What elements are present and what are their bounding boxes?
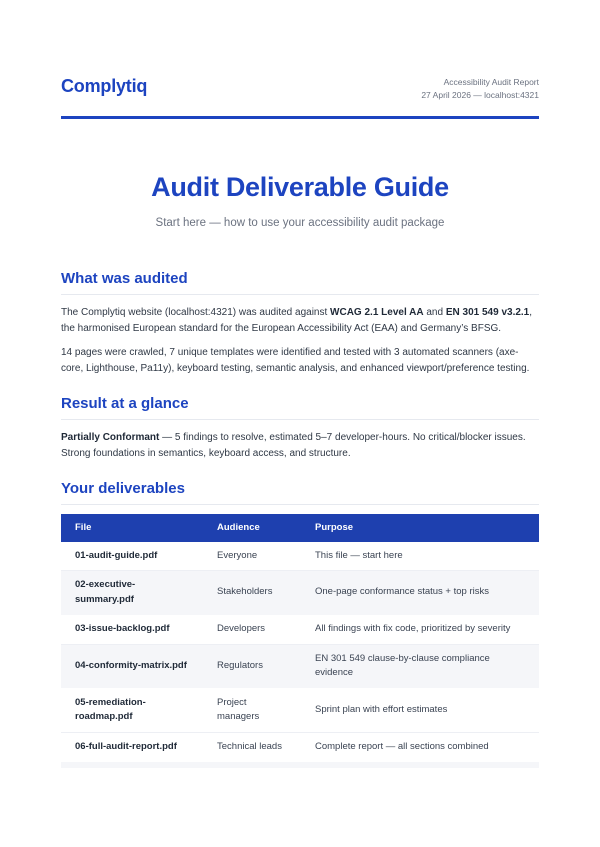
table-header-row [61, 514, 539, 542]
section-heading-result: Result at a glance [61, 394, 539, 420]
paragraph-audited-2: 14 pages were crawled, 7 unique templates were identified and tested with 3 automated scanners (axe-core, Lighthouse, Pa11y), keyboard testing, semantic analysis, and enhanced viewport/preference testing. [61, 346, 530, 374]
table-row [61, 571, 539, 615]
audience-cell: Technical leads [217, 740, 282, 752]
purpose-cell: One-page conformance status + top risks [315, 586, 489, 598]
table-row [61, 615, 539, 645]
file-cell: 03-issue-backlog.pdf [61, 615, 203, 645]
section-heading-what-was-audited: What was audited [61, 269, 539, 295]
table-row [61, 688, 539, 732]
table-row [61, 644, 539, 688]
file-cell: 06-full-audit-report.pdf [75, 740, 177, 752]
audience-cell: Project managers [203, 688, 301, 732]
column-header-audience: Audience [203, 514, 301, 542]
file-cell: 05-remediation-roadmap.pdf [61, 688, 203, 732]
table-body [61, 542, 539, 762]
page-subtitle: Start here — how to use your accessibility audit package [155, 216, 445, 229]
purpose-cell: All findings with fix code, prioritized by severity [301, 615, 539, 645]
file-cell: 01-audit-guide.pdf [61, 542, 203, 571]
header-meta [421, 74, 539, 102]
purpose-cell: EN 301 549 clause-by-clause compliance evidence [315, 652, 490, 678]
file-cell: 04-conformity-matrix.pdf [75, 659, 187, 671]
brand-logo-text: Complytiq [61, 76, 148, 96]
audience-cell: Everyone [203, 542, 301, 571]
audience-cell: Regulators [217, 659, 263, 671]
header-divider-rule [61, 116, 539, 119]
report-type-label: Accessibility Audit Report [443, 77, 539, 87]
column-header-purpose: Purpose [301, 514, 539, 542]
table-row [61, 732, 539, 762]
purpose-cell: Complete report — all sections combined [315, 740, 489, 752]
purpose-cell: This file — start here [301, 542, 539, 571]
purpose-cell: Sprint plan with effort estimates [301, 688, 539, 732]
paragraph-result: Partially Conformant — 5 findings to resolve, estimated 5–7 developer-hours. No critical/blocker issues. Strong foundations in semantics, keyboard access, and structure. [61, 431, 526, 459]
page-title: Audit Deliverable Guide [151, 171, 449, 202]
table-row [61, 542, 539, 571]
document-header [61, 74, 539, 102]
paragraph-audited-1: The Complytiq website (localhost:4321) was audited against WCAG 2.1 Level AA and EN 301 549 v3.2.1, the harmonised European standard for the European Accessibility Act (EAA) and Germany’s BFSG. [61, 306, 533, 334]
file-cell: 02-executive-summary.pdf [75, 579, 136, 605]
audience-cell: Stakeholders [217, 586, 273, 598]
report-date-host: 27 April 2026 — localhost:4321 [421, 90, 539, 100]
deliverables-table [61, 514, 539, 769]
section-heading-deliverables: Your deliverables [61, 479, 539, 505]
audience-cell: Developers [203, 615, 301, 645]
hero [61, 171, 539, 231]
table-bottom-strip [61, 762, 539, 768]
column-header-file: File [61, 514, 203, 542]
